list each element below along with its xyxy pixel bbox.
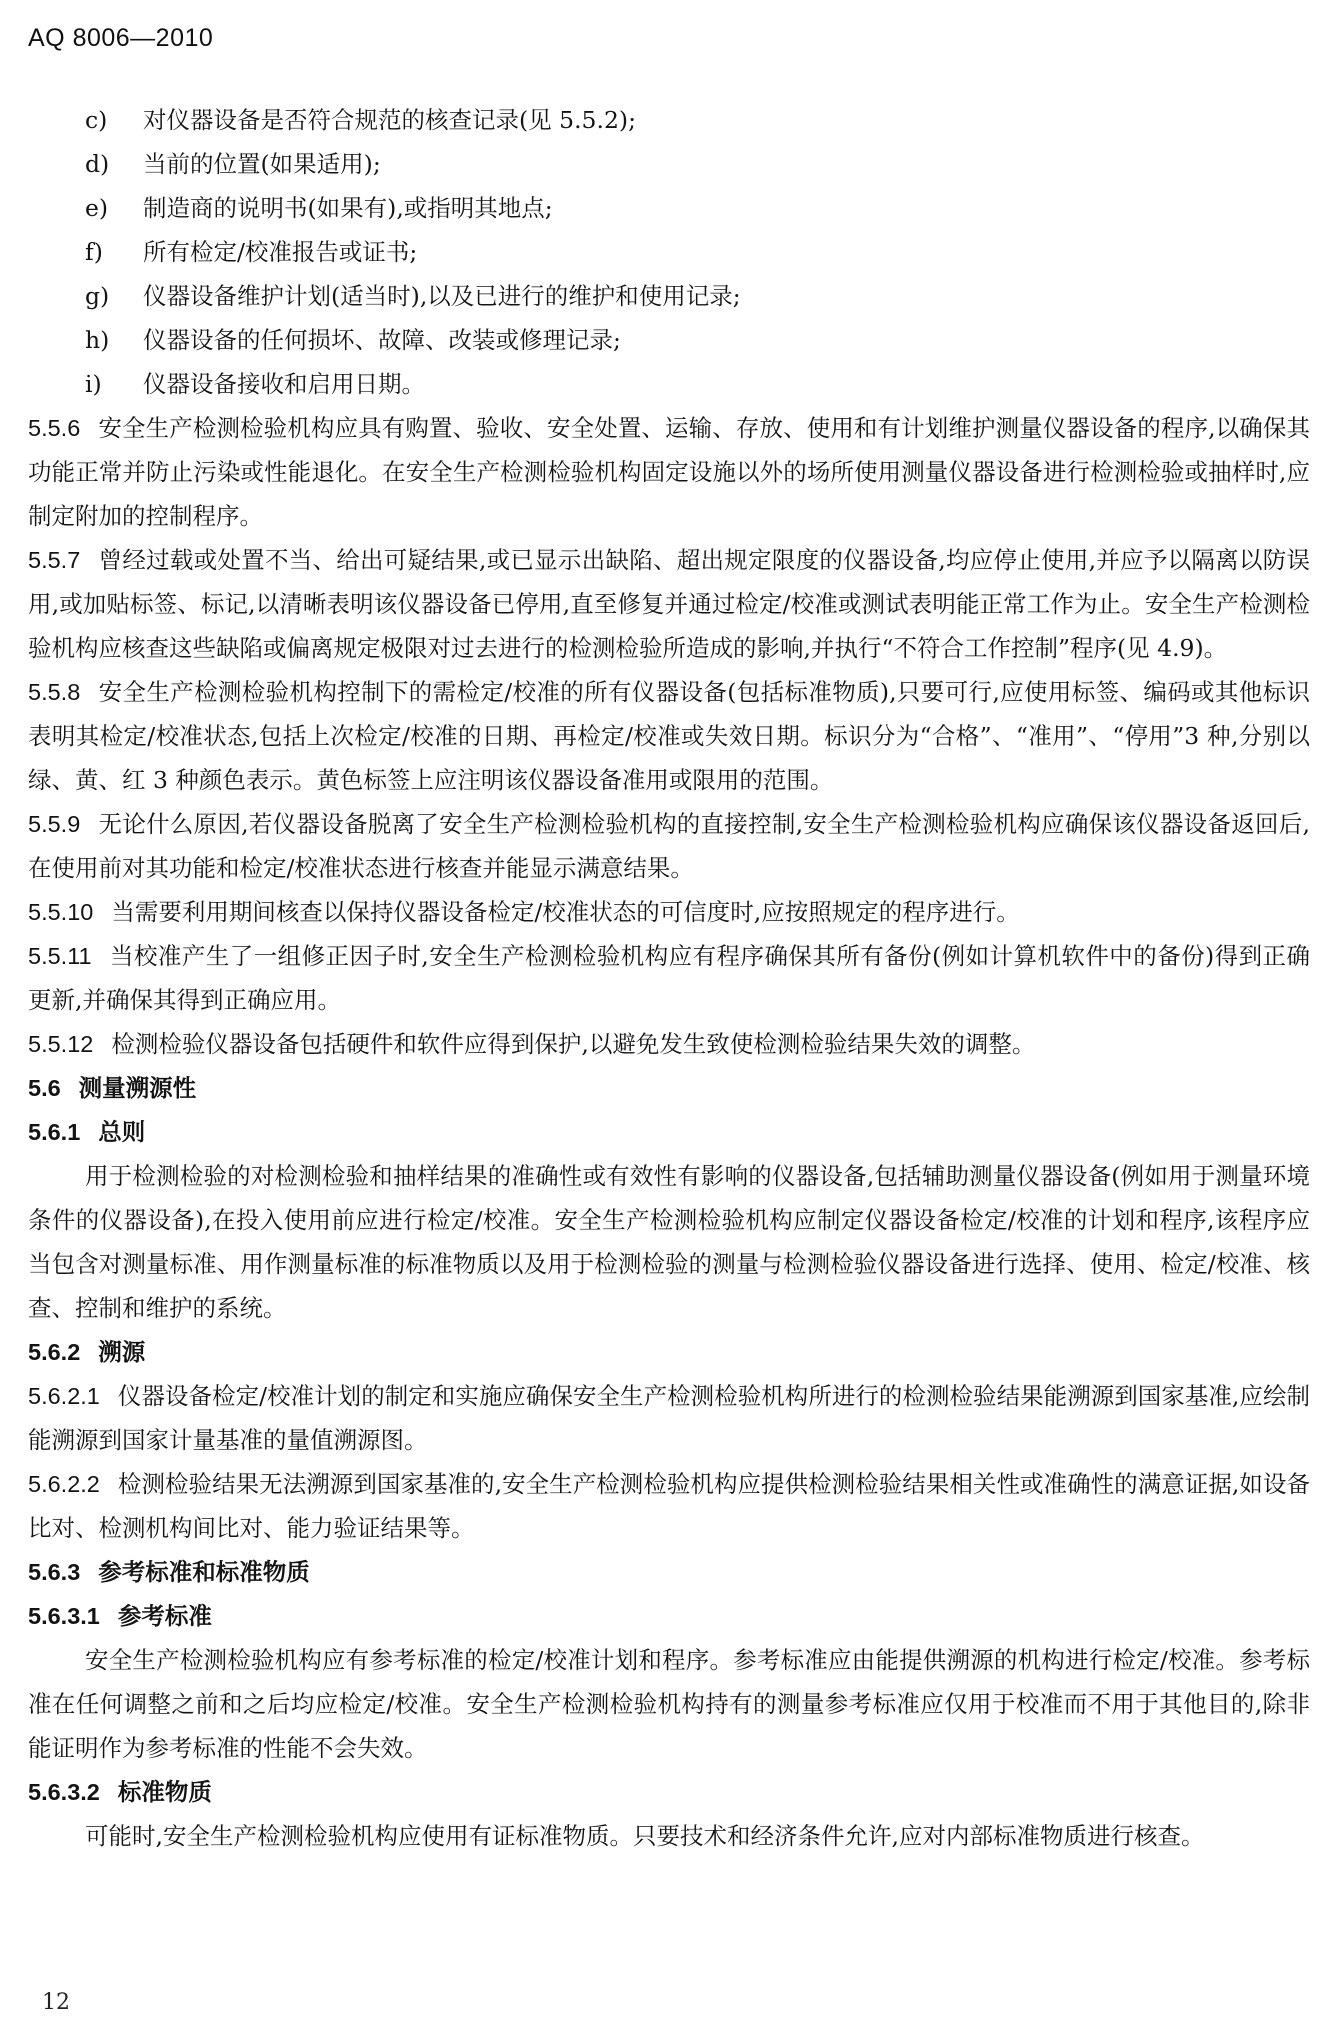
section-heading-5-6-2 <box>28 1330 1310 1374</box>
clause-text: 安全生产检测检验机构控制下的需检定/校准的所有仪器设备(包括标准物质),只要可行,应使用标签、编码或其他标识表明其检定/校准状态,包括上次检定/校准的日期、再检定/校准或失效日期。标识分为“合格”、“准用”、“停用”3 种,分别以绿、黄、红 3 种颜色表示。黄色标签上应注明该仪器设备准用或限用的范围。 <box>28 678 1310 794</box>
clause-text: 安全生产检测检验机构应具有购置、验收、安全处置、运输、存放、使用和有计划维护测量仪器设备的程序,以确保其功能正常并防止污染或性能退化。在安全生产检测检验机构固定设施以外的场所使用测量仪器设备进行检测检验或抽样时,应制定附加的控制程序。 <box>28 414 1310 530</box>
list-text: 对仪器设备是否符合规范的核查记录(见 5.5.2); <box>143 106 637 134</box>
clause-number: 5.6.2.2 <box>28 1471 100 1497</box>
clause-5-5-7 <box>28 538 1310 670</box>
paragraph-5-6-1: 用于检测检验的对检测检验和抽样结果的准确性或有效性有影响的仪器设备,包括辅助测量仪器设备(例如用于测量环境条件的仪器设备),在投入使用前应进行检定/校准。安全生产检测检验机构应制定仪器设备检定/校准的计划和程序,该程序应当包含对测量标准、用作测量标准的标准物质以及用于检测检验的测量与检测检验仪器设备进行选择、使用、检定/校准、核查、控制和维护的系统。 <box>28 1162 1310 1322</box>
clause-number: 5.5.10 <box>28 899 94 925</box>
clause-number: 5.6.2.1 <box>28 1383 100 1409</box>
list-text: 所有检定/校准报告或证书; <box>143 238 418 266</box>
clause-text: 当需要利用期间核查以保持仪器设备检定/校准状态的可信度时,应按照规定的程序进行。 <box>111 898 1020 926</box>
document-body <box>28 98 1310 1858</box>
clause-5-5-6 <box>28 406 1310 538</box>
heading-title: 参考标准 <box>117 1602 212 1630</box>
clause-number: 5.5.7 <box>28 547 81 573</box>
list-label: d) <box>85 150 110 178</box>
section-heading-5-6-1 <box>28 1110 1310 1154</box>
section-heading-5-6-3-1 <box>28 1594 1310 1638</box>
heading-number: 5.6.3.1 <box>28 1603 100 1629</box>
standard-code-header: AQ 8006—2010 <box>28 24 214 52</box>
section-heading-5-6 <box>28 1066 1310 1110</box>
paragraph-5-6-3-1: 安全生产检测检验机构应有参考标准的检定/校准计划和程序。参考标准应由能提供溯源的机构进行检定/校准。参考标准在任何调整之前和之后均应检定/校准。安全生产检测检验机构持有的测量参考标准应仅用于校准而不用于其他目的,除非能证明作为参考标准的性能不会失效。 <box>28 1646 1310 1762</box>
clause-text: 检测检验仪器设备包括硬件和软件应得到保护,以避免发生致使检测检验结果失效的调整。 <box>111 1030 1036 1058</box>
heading-title: 参考标准和标准物质 <box>98 1558 310 1586</box>
list-text: 仪器设备的任何损坏、故障、改装或修理记录; <box>143 326 621 354</box>
page-number: 12 <box>42 1990 70 2015</box>
list-label: e) <box>85 194 109 222</box>
list-label: f) <box>85 238 103 266</box>
clause-text: 无论什么原因,若仪器设备脱离了安全生产检测检验机构的直接控制,安全生产检测检验机构应确保该仪器设备返回后,在使用前对其功能和检定/校准状态进行核查并能显示满意结果。 <box>28 810 1310 882</box>
list-text: 仪器设备维护计划(适当时),以及已进行的维护和使用记录; <box>143 282 741 310</box>
list-label: i) <box>85 370 102 398</box>
clause-text: 检测检验结果无法溯源到国家基准的,安全生产检测检验机构应提供检测检验结果相关性或准确性的满意证据,如设备比对、检测机构间比对、能力验证结果等。 <box>28 1470 1310 1542</box>
heading-title: 溯源 <box>98 1338 146 1366</box>
heading-number: 5.6.2 <box>28 1339 81 1365</box>
clause-5-6-2-1 <box>28 1374 1310 1462</box>
section-heading-5-6-3-2 <box>28 1770 1310 1814</box>
clause-5-5-9 <box>28 802 1310 890</box>
heading-number: 5.6 <box>28 1075 61 1101</box>
list-label: h) <box>85 326 110 354</box>
list-label: g) <box>85 282 110 310</box>
heading-number: 5.6.1 <box>28 1119 81 1145</box>
clause-5-6-2-2 <box>28 1462 1310 1550</box>
clause-number: 5.5.8 <box>28 679 81 705</box>
clause-text: 当校准产生了一组修正因子时,安全生产检测检验机构应有程序确保其所有备份(例如计算机软件中的备份)得到正确更新,并确保其得到正确应用。 <box>28 942 1310 1014</box>
list-label: c) <box>85 106 108 134</box>
section-heading-5-6-3 <box>28 1550 1310 1594</box>
clause-5-5-10 <box>28 890 1310 934</box>
list-item <box>28 98 1310 142</box>
clause-number: 5.5.9 <box>28 811 81 837</box>
heading-number: 5.6.3.2 <box>28 1779 100 1805</box>
paragraph-5-6-3-2: 可能时,安全生产检测检验机构应使用有证标准物质。只要技术和经济条件允许,应对内部标准物质进行核查。 <box>85 1822 1205 1850</box>
list-item <box>28 362 1310 406</box>
list-item <box>28 318 1310 362</box>
list-item <box>28 230 1310 274</box>
list-text: 仪器设备接收和启用日期。 <box>143 370 425 398</box>
clause-text: 仪器设备检定/校准计划的制定和实施应确保安全生产检测检验机构所进行的检测检验结果能溯源到国家基准,应绘制能溯源到国家计量基准的量值溯源图。 <box>28 1382 1310 1454</box>
heading-title: 标准物质 <box>117 1778 212 1806</box>
clause-number: 5.5.12 <box>28 1031 94 1057</box>
clause-5-5-12 <box>28 1022 1310 1066</box>
list-item <box>28 186 1310 230</box>
list-text: 制造商的说明书(如果有),或指明其地点; <box>143 194 553 222</box>
heading-number: 5.6.3 <box>28 1559 81 1585</box>
clause-text: 曾经过载或处置不当、给出可疑结果,或已显示出缺陷、超出规定限度的仪器设备,均应停止使用,并应予以隔离以防误用,或加贴标签、标记,以清晰表明该仪器设备已停用,直至修复并通过检定/校准或测试表明能正常工作为止。安全生产检测检验机构应核查这些缺陷或偏离规定极限对过去进行的检测检验所造成的影响,并执行“不符合工作控制”程序(见 4.9)。 <box>28 546 1310 662</box>
list-item <box>28 274 1310 318</box>
clause-number: 5.5.6 <box>28 415 81 441</box>
heading-title: 总则 <box>98 1118 146 1146</box>
clause-5-5-11 <box>28 934 1310 1022</box>
list-text: 当前的位置(如果适用); <box>143 150 381 178</box>
clause-number: 5.5.11 <box>28 943 92 969</box>
clause-5-5-8 <box>28 670 1310 802</box>
list-item <box>28 142 1310 186</box>
heading-title: 测量溯源性 <box>78 1074 197 1102</box>
